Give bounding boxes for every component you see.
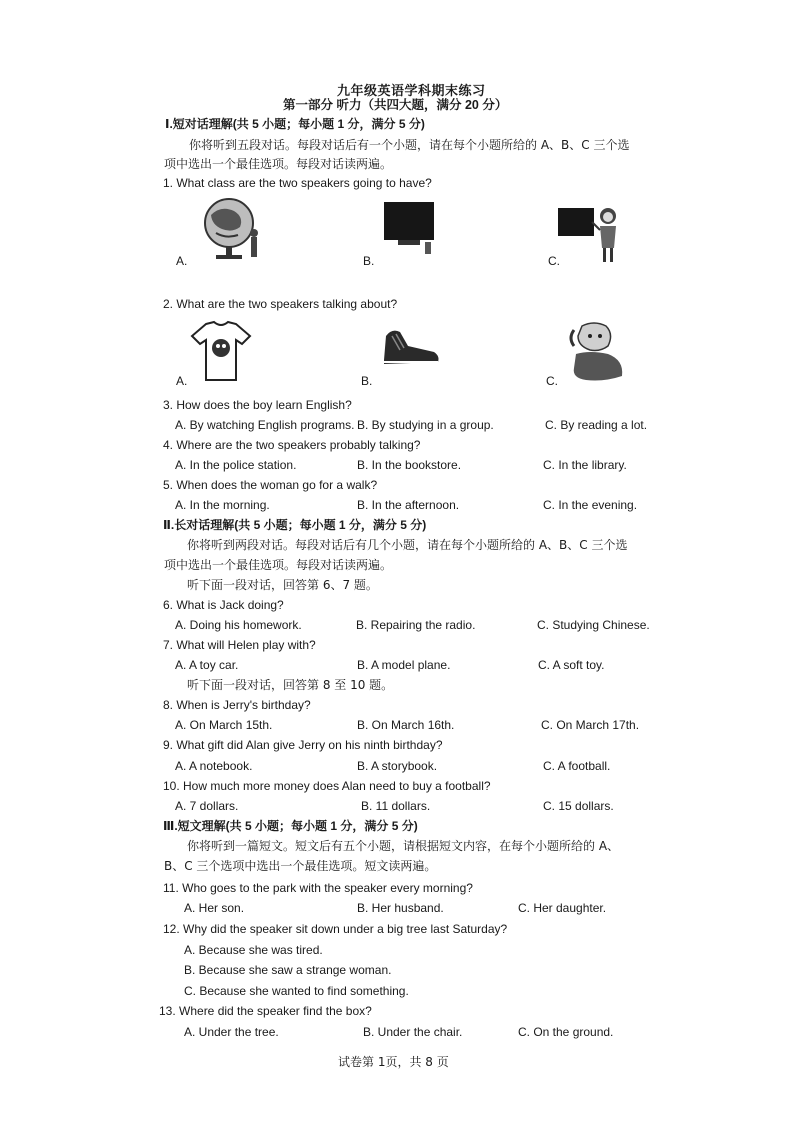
q10-option-a: A. 7 dollars.: [175, 799, 239, 813]
q12-option-c: C. Because she wanted to find something.: [184, 984, 409, 998]
q4-option-c: C. In the library.: [543, 458, 627, 472]
question-12: 12. Why did the speaker sit down under a big tree last Saturday?: [163, 922, 508, 936]
section-1-heading: Ⅰ.短对话理解(共 5 小题；每小题 1 分，满分 5 分): [165, 117, 425, 131]
q1-option-a: A.: [176, 254, 188, 268]
q8-option-c: C. On March 17th.: [541, 718, 640, 732]
q8-option-a: A. On March 15th.: [175, 718, 273, 732]
q12-option-a: A. Because she was tired.: [184, 943, 323, 957]
q7-option-c: C. A soft toy.: [538, 658, 605, 672]
section-2-instruction-cont: 项中选出一个最佳选项。每段对话读两遍。: [164, 558, 393, 572]
q13-option-a: A. Under the tree.: [184, 1025, 279, 1039]
question-11: 11. Who goes to the park with the speaker every morning?: [163, 881, 473, 895]
q4-option-b: B. In the bookstore.: [357, 458, 462, 472]
q6-option-c: C. Studying Chinese.: [537, 618, 650, 632]
q6-option-a: A. Doing his homework.: [175, 618, 302, 632]
tshirt-picture: [188, 318, 254, 384]
section-2-sub-2: 听下面一段对话，回答第 8 至 10 题。: [187, 678, 394, 692]
q12-option-b: B. Because she saw a strange woman.: [184, 963, 392, 977]
question-10: 10. How much more money does Alan need to buy a football?: [163, 779, 491, 793]
section-3-instruction: 你将听到一篇短文。短文后有五个小题，请根据短文内容，在每个小题所给的 A、: [187, 839, 620, 853]
q1-option-c: C.: [548, 254, 560, 268]
q6-option-b: B. Repairing the radio.: [356, 618, 476, 632]
q9-option-c: C. A football.: [543, 759, 611, 773]
question-9: 9. What gift did Alan give Jerry on his ninth birthday?: [163, 738, 443, 752]
globe-picture: [196, 193, 266, 263]
q7-option-a: A. A toy car.: [175, 658, 239, 672]
question-3: 3. How does the boy learn English?: [163, 398, 352, 412]
q3-option-a: A. By watching English programs.: [175, 418, 355, 432]
q9-option-b: B. A storybook.: [357, 759, 438, 773]
q11-option-c: C. Her daughter.: [518, 901, 607, 915]
question-2: 2. What are the two speakers talking about?: [163, 297, 398, 311]
question-13: 13. Where did the speaker find the box?: [159, 1004, 372, 1018]
q11-option-b: B. Her husband.: [357, 901, 444, 915]
section-2-heading: Ⅱ.长对话理解(共 5 小题；每小题 1 分，满分 5 分): [163, 518, 427, 532]
q13-option-b: B. Under the chair.: [363, 1025, 463, 1039]
q10-option-c: C. 15 dollars.: [543, 799, 614, 813]
exam-title: 九年级英语学科期末练习: [337, 83, 486, 98]
q11-option-a: A. Her son.: [184, 901, 245, 915]
question-7: 7. What will Helen play with?: [163, 638, 316, 652]
q1-option-b: B.: [363, 254, 375, 268]
question-8: 8. When is Jerry's birthday?: [163, 698, 311, 712]
q4-option-a: A. In the police station.: [175, 458, 297, 472]
q5-option-b: B. In the afternoon.: [357, 498, 460, 512]
q8-option-b: B. On March 16th.: [357, 718, 455, 732]
q9-option-a: A. A notebook.: [175, 759, 253, 773]
question-4: 4. Where are the two speakers probably talking?: [163, 438, 421, 452]
q3-option-b: B. By studying in a group.: [357, 418, 494, 432]
q2-option-b: B.: [361, 374, 373, 388]
dog-toy-picture: [560, 320, 630, 386]
page-footer: 试卷第 1页，共 8 页: [338, 1055, 449, 1069]
question-1: 1. What class are the two speakers going to have?: [163, 176, 432, 190]
part-title: 第一部分 听力（共四大题，满分 20 分）: [283, 98, 508, 112]
section-3-heading: Ⅲ.短文理解(共 5 小题；每小题 1 分，满分 5 分): [163, 819, 418, 833]
q13-option-c: C. On the ground.: [518, 1025, 614, 1039]
section-1-instruction-cont: 项中选出一个最佳选项。每段对话读两遍。: [164, 157, 393, 171]
blackboard-picture: [380, 198, 440, 258]
q10-option-b: B. 11 dollars.: [361, 799, 431, 813]
section-2-instruction: 你将听到两段对话。每段对话后有几个小题，请在每个小题所给的 A、B、C 三个选: [187, 538, 628, 552]
section-1-instruction: 你将听到五段对话。每段对话后有一个小题，请在每个小题所给的 A、B、C 三个选: [189, 138, 630, 152]
q2-option-c: C.: [546, 374, 558, 388]
question-6: 6. What is Jack doing?: [163, 598, 284, 612]
q5-option-c: C. In the evening.: [543, 498, 638, 512]
q7-option-b: B. A model plane.: [357, 658, 451, 672]
q3-option-c: C. By reading a lot.: [545, 418, 648, 432]
teacher-blackboard-picture: [556, 204, 626, 266]
section-3-instruction-cont: B、C 三个选项中选出一个最佳选项。短文读两遍。: [164, 859, 437, 873]
section-2-sub-1: 听下面一段对话，回答第 6、7 题。: [187, 578, 378, 592]
q2-option-a: A.: [176, 374, 188, 388]
sneakers-picture: [378, 322, 444, 370]
q5-option-a: A. In the morning.: [175, 498, 270, 512]
question-5: 5. When does the woman go for a walk?: [163, 478, 378, 492]
